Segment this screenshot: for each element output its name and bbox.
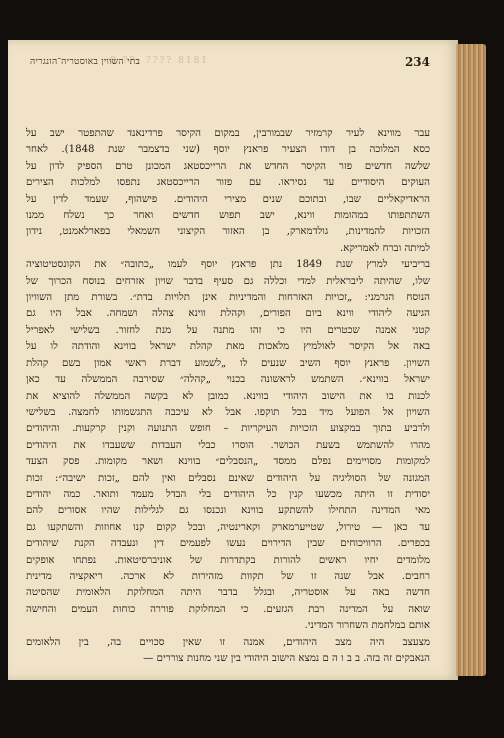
text-line: למקומות מסויימים נפלם ממסד „הנסבלים״ בווינא ושאר מקומות. פסק הצעד xyxy=(26,456,430,468)
page-number: 234 xyxy=(404,55,430,69)
text-line: הגיעה ליהודי ווינא ביום הפורים, וקהלת ווינא צהלה ושמחה. אבל היו גם xyxy=(26,308,430,320)
text-line: קטני אמנה שכטרים היו כי זהו מתנה על מנת לחזור. בשלישי לאפריל xyxy=(26,324,430,336)
text-line: הזכויות להמדינות, גולדמארק, בן האזור הקיצוני השמאלי בפארלאמנט, נידון xyxy=(26,226,430,238)
text-line: באה אל הקיסר לאולמיץ מלאכות מאת קהלת ישראל בווינא והודתה לו על xyxy=(26,341,430,353)
page-header xyxy=(30,52,430,72)
text-line: המגונה של הסוליגיה על היהודים שאינם נסבלים ואין להם „זכות ישיבה״: זכות xyxy=(26,472,430,484)
text-line: חדשה באה על אוסטריה, ובגלל בדבר היתה המחלוקת הלאומית שהסיטה xyxy=(26,587,430,599)
text-line: העוקים היסודיים עד נסיראו. עם פזור הרייכסטאג נתפסו למלכות הצירים xyxy=(26,177,430,189)
paragraph xyxy=(26,126,430,257)
text-line: מלומדים יחיו ראשים להורות בקתדרות של אוניברסיטאות. נפתחו אופקים xyxy=(26,554,430,566)
text-line: בכפרים. הרוויכוחים שבין הדירוים נעשו לפעמים דין ונעבדה הקנת שיהודים xyxy=(26,538,430,550)
text-line: עבר מווינא לעיר קרמזיר שבמורבין, במקום הקיסר פרדינאנד שהתפטר ישב על xyxy=(26,128,430,139)
text-line: בריביעי למרץ שנת 1849 נתן פראנץ יוסף לעמו „כתובה״ את הקונסטיטוציה xyxy=(26,259,430,271)
text-line: מאי המדינה התחילו להשתקע בווינא ונכנסו גם לגלילות שהיו אסורים להם xyxy=(26,505,430,517)
text-line: השויון אל הפועל מיד בכל תוקפו. אבל לא עיכבה התגשמותו לחמצה. בשלישי xyxy=(26,406,430,418)
text-line: מהרו להשתמש בשעת הכושר. הוסרו כבלי העבדות ששעבדו את היהודים xyxy=(26,439,430,451)
text-line: ישראל בווינא״. השתמש לראשונה בכנוי „קהלה״ שסירבה הממשלה עד כאן xyxy=(26,374,430,386)
text-line: שלו, שהיתה ליבראלית למדי וכללה גם סעיף בדבר שויון אזרחים בנוסח הכרוך של xyxy=(26,275,430,287)
text-line: הנאבקים זה בזה. ב ב ו ה ם נמצא הישוב היהודי בין שני מחנות צוררים — xyxy=(143,653,430,664)
text-line: למיתה וברח לאמריקא. xyxy=(340,242,430,254)
text-line: ולרביע בתוך במקצוע הזכויות העיקריות – חופש התנועה וקנין קרקעות. והיהודים xyxy=(26,423,430,435)
text-line: הנוסח הגרמני: „זכויות האזרחות והמדיניות אינן תלויות בדת״. בשורת מתן השוויון xyxy=(26,292,430,304)
text-line: השתתפותו במהומות ווינא, ישב תפוש חדשים ואחר כך נשלח ממנו xyxy=(26,210,430,222)
page-body xyxy=(26,126,430,667)
text-line: רחבים. אבל שנה זו של תקוות מזהירות לא ארכה. ריאקציה מדינית xyxy=(26,570,430,582)
text-line: עד כאן — טירול, שטייערמארק וקארינטיה, ובכל קקום קנו אחוזות והשתקעו גם xyxy=(26,521,430,533)
bleed-through-text: 8 ??. ???? 8181 xyxy=(110,56,210,66)
text-line: שלשה חדשים פזר הקיסר החדש את הרייכסטאג המכונן טרם הספיק לדון על xyxy=(26,160,430,172)
text-line: מצעצב היה מצב היהודים, אמנה זו שאין סכויים בה, בין הלאומים xyxy=(26,636,430,648)
paragraph xyxy=(26,635,430,668)
text-line: הראדיקאליים שבו, ובתוכם שנים מצירי היהודים. פישהוף, שעמד לדין על xyxy=(26,193,430,205)
paragraph xyxy=(26,257,430,634)
text-line: אותם במלחמת השחרור המדיני. xyxy=(304,620,430,632)
text-line: לכנות בו את הישוב היהודי בווינא. כמובן לא בקשה הממשלה להוציא את xyxy=(26,390,430,402)
running-title: בתי השווין באוסטריה־הונגריה xyxy=(30,57,141,67)
text-line: כסא המלוכה בן דודו הצעיר פראנץ יוסף (שני בדצמבר שנת 1848). לאחר xyxy=(26,144,430,156)
text-line: שואה על המדינה רבת הגזעים. כי המחלוקת פוררה כוחות העמים והחישה xyxy=(26,603,430,615)
text-line: השויון. פראנץ יוסף השיב שנעים לו „לשמוע דברת ראשי אמון בשם קהלת xyxy=(26,357,430,369)
page-edges xyxy=(456,44,486,676)
text-line: יסודית זו היתה מכשעו קנין כל היהודים בלי הבדל מעמד ותואר. כמה יהודים xyxy=(26,488,430,500)
